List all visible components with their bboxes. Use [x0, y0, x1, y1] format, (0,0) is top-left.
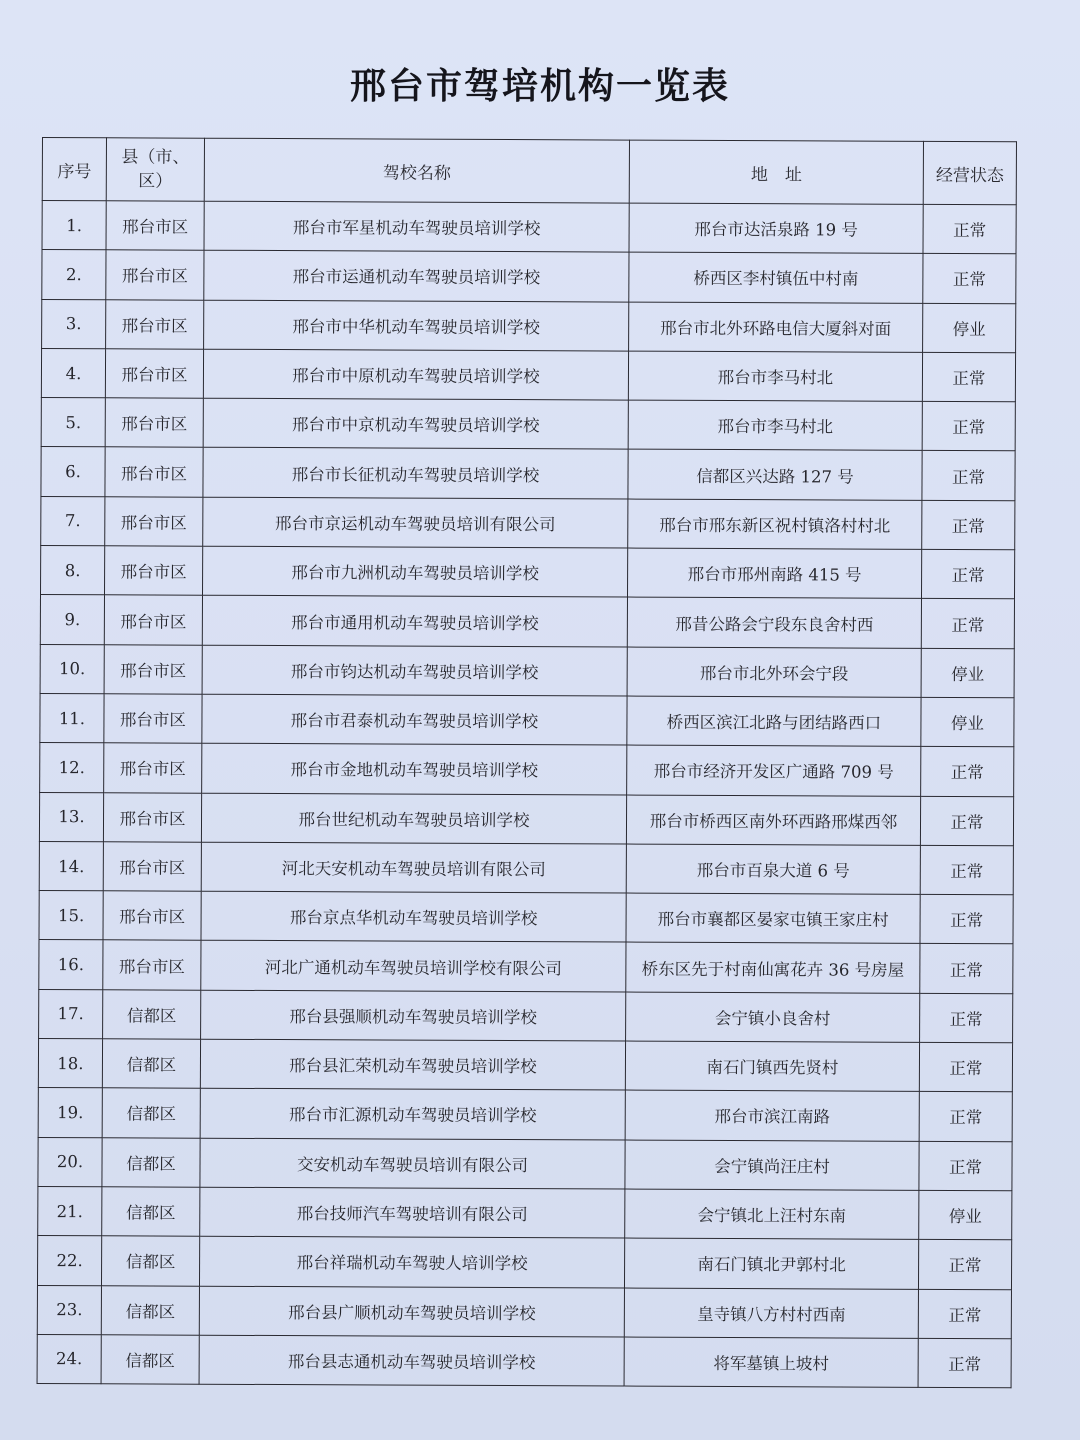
row-status: 正常 [920, 894, 1013, 944]
row-school-name: 邢台市京运机动车驾驶员培训有限公司 [203, 497, 628, 548]
row-address: 邢台市邢州南路 415 号 [627, 548, 921, 599]
row-county: 邢台市区 [103, 940, 201, 990]
row-number: 12. [40, 743, 104, 793]
row-county: 信都区 [102, 1187, 200, 1237]
row-school-name: 河北广通机动车驾驶员培训学校有限公司 [201, 941, 626, 992]
row-number: 24. [37, 1334, 101, 1384]
row-number: 16. [39, 940, 103, 990]
row-address: 信都区兴达路 127 号 [628, 450, 922, 501]
header-status: 经营状态 [923, 141, 1016, 204]
row-status: 正常 [918, 1289, 1011, 1339]
row-number: 14. [39, 841, 103, 891]
row-county: 邢台市区 [105, 349, 203, 399]
row-status: 正常 [919, 1042, 1012, 1092]
table-row [38, 1137, 1012, 1191]
row-status: 正常 [922, 352, 1015, 402]
row-status: 正常 [922, 451, 1015, 501]
table-row [42, 299, 1016, 353]
row-county: 邢台市区 [103, 891, 201, 941]
row-status: 正常 [918, 1240, 1011, 1290]
row-status: 正常 [923, 204, 1016, 254]
table-row [40, 644, 1014, 698]
row-school-name: 邢台技师汽车驾驶培训有限公司 [200, 1187, 625, 1238]
row-school-name: 河北天安机动车驾驶员培训有限公司 [201, 842, 626, 893]
row-school-name: 邢台市通用机动车驾驶员培训学校 [202, 596, 627, 647]
row-school-name: 邢台市中华机动车驾驶员培训学校 [204, 300, 629, 351]
row-county: 信都区 [102, 1137, 200, 1187]
row-school-name: 邢台市军星机动车驾驶员培训学校 [204, 201, 629, 252]
row-school-name: 邢台市运通机动车驾驶员培训学校 [204, 251, 629, 302]
row-school-name: 邢台市中京机动车驾驶员培训学校 [203, 398, 628, 449]
row-school-name: 邢台县汇荣机动车驾驶员培训学校 [200, 1039, 625, 1090]
row-address: 桥西区滨江北路与团结路西口 [627, 696, 921, 747]
row-number: 3. [42, 299, 106, 349]
row-status: 正常 [920, 845, 1013, 895]
row-status: 正常 [920, 944, 1013, 994]
table-row [39, 891, 1013, 945]
row-school-name: 邢台市君泰机动车驾驶员培训学校 [202, 694, 627, 745]
row-address: 南石门镇北尹郭村北 [624, 1238, 918, 1289]
row-county: 邢台市区 [106, 201, 204, 251]
table-row [41, 496, 1015, 550]
table-row [40, 693, 1014, 747]
row-school-name: 邢台祥瑞机动车驾驶人培训学校 [199, 1236, 624, 1287]
row-address: 邢台市李马村北 [628, 351, 922, 402]
header-no: 序号 [42, 138, 106, 201]
row-county: 信都区 [101, 1335, 199, 1385]
row-number: 21. [38, 1186, 102, 1236]
table-row [39, 940, 1013, 994]
row-number: 4. [41, 348, 105, 398]
row-status: 正常 [921, 549, 1014, 599]
table-row [39, 841, 1013, 895]
row-county: 邢台市区 [104, 595, 202, 645]
row-address: 邢台市滨江南路 [625, 1090, 919, 1141]
row-number: 15. [39, 891, 103, 941]
table-header-row [42, 138, 1016, 205]
row-school-name: 邢台县志通机动车驾驶员培训学校 [199, 1335, 624, 1386]
row-number: 6. [41, 447, 105, 497]
row-school-name: 邢台市汇源机动车驾驶员培训学校 [200, 1089, 625, 1140]
row-status: 停业 [923, 303, 1016, 353]
row-status: 正常 [921, 599, 1014, 649]
row-status: 正常 [919, 1092, 1012, 1142]
row-school-name: 邢台市九洲机动车驾驶员培训学校 [203, 546, 628, 597]
row-address: 邢台市达活泉路 19 号 [629, 203, 923, 254]
row-address: 桥西区李村镇伍中村南 [629, 252, 923, 303]
row-county: 邢台市区 [106, 299, 204, 349]
row-county: 邢台市区 [103, 792, 201, 842]
row-county: 信都区 [101, 1236, 199, 1286]
row-school-name: 邢台市长征机动车驾驶员培训学校 [203, 448, 628, 499]
page-title: 邢台市驾培机构一览表 [349, 66, 730, 107]
row-number: 11. [40, 693, 104, 743]
table-row [39, 792, 1013, 846]
row-county: 邢台市区 [105, 546, 203, 596]
row-address: 邢台市李马村北 [628, 400, 922, 451]
row-address: 邢台市百泉大道 6 号 [626, 844, 920, 895]
table-row [41, 447, 1015, 501]
row-address: 邢台市桥西区南外环西路邢煤西邻 [626, 795, 920, 846]
row-county: 邢台市区 [106, 250, 204, 300]
row-status: 正常 [919, 1141, 1012, 1191]
row-county: 信都区 [103, 990, 201, 1040]
row-number: 13. [39, 792, 103, 842]
row-number: 2. [42, 250, 106, 300]
row-county: 邢台市区 [104, 743, 202, 793]
row-address: 会宁镇尚汪庄村 [625, 1140, 919, 1191]
row-status: 停业 [921, 697, 1014, 747]
row-number: 22. [37, 1236, 101, 1286]
table-row [38, 1039, 1012, 1093]
table-body [37, 201, 1016, 1388]
row-number: 18. [38, 1039, 102, 1089]
header-county: 县（市、区） [106, 138, 204, 201]
row-address: 邢台市经济开发区广通路 709 号 [627, 745, 921, 796]
row-school-name: 邢台县强顺机动车驾驶员培训学校 [201, 990, 626, 1041]
row-status: 正常 [920, 993, 1013, 1043]
row-address: 邢台市邢东新区祝村镇洛村村北 [628, 499, 922, 550]
row-number: 1. [42, 201, 106, 251]
table-row [40, 743, 1014, 797]
table-row [38, 1088, 1012, 1142]
row-status: 正常 [918, 1338, 1011, 1388]
row-school-name: 邢台京点华机动车驾驶员培训学校 [201, 891, 626, 942]
row-address: 会宁镇北上汪村东南 [625, 1189, 919, 1240]
row-address: 南石门镇西先贤村 [625, 1041, 919, 1092]
row-school-name: 邢台市金地机动车驾驶员培训学校 [202, 743, 627, 794]
row-number: 8. [41, 546, 105, 596]
row-number: 9. [40, 595, 104, 645]
row-county: 信都区 [101, 1285, 199, 1335]
row-address: 邢台市襄都区晏家屯镇王家庄村 [626, 893, 920, 944]
row-number: 5. [41, 398, 105, 448]
row-county: 信都区 [102, 1088, 200, 1138]
row-status: 正常 [923, 254, 1016, 304]
row-school-name: 邢台市钧达机动车驾驶员培训学校 [202, 645, 627, 696]
table-row [37, 1236, 1011, 1290]
row-school-name: 邢台市中原机动车驾驶员培训学校 [203, 349, 628, 400]
row-address: 邢昔公路会宁段东良舍村西 [627, 597, 921, 648]
row-number: 7. [41, 496, 105, 546]
row-school-name: 邢台世纪机动车驾驶员培训学校 [201, 793, 626, 844]
row-address: 皇寺镇八方村村西南 [624, 1288, 918, 1339]
table-row [41, 348, 1015, 402]
row-number: 23. [37, 1285, 101, 1335]
row-number: 20. [38, 1137, 102, 1187]
row-school-name: 交安机动车驾驶员培训有限公司 [200, 1138, 625, 1189]
row-status: 正常 [921, 747, 1014, 797]
table-row [38, 1186, 1012, 1240]
row-status: 正常 [922, 402, 1015, 452]
row-number: 19. [38, 1088, 102, 1138]
header-name: 驾校名称 [204, 138, 629, 203]
row-status: 停业 [921, 648, 1014, 698]
driving-school-table [37, 137, 1017, 1388]
table-row [37, 1334, 1011, 1388]
row-county: 邢台市区 [105, 398, 203, 448]
row-school-name: 邢台县广顺机动车驾驶员培训学校 [199, 1286, 624, 1337]
row-county: 邢台市区 [105, 447, 203, 497]
row-status: 正常 [922, 500, 1015, 550]
row-number: 17. [39, 989, 103, 1039]
row-address: 桥东区先于村南仙寓花卉 36 号房屋 [626, 943, 920, 994]
header-address: 地 址 [629, 140, 923, 204]
table-row [41, 546, 1015, 600]
row-address: 将军墓镇上坡村 [624, 1337, 918, 1388]
row-status: 正常 [920, 796, 1013, 846]
row-county: 邢台市区 [103, 842, 201, 892]
row-status: 停业 [919, 1190, 1012, 1240]
row-county: 信都区 [102, 1039, 200, 1089]
row-address: 会宁镇小良舍村 [626, 992, 920, 1043]
table-row [42, 201, 1016, 255]
table-row [37, 1285, 1011, 1339]
table-row [39, 989, 1013, 1043]
row-county: 邢台市区 [104, 694, 202, 744]
row-county: 邢台市区 [104, 644, 202, 694]
row-address: 邢台市北外环会宁段 [627, 647, 921, 698]
row-number: 10. [40, 644, 104, 694]
table-row [42, 250, 1016, 304]
row-county: 邢台市区 [105, 497, 203, 547]
table-row [40, 595, 1014, 649]
table-row [41, 398, 1015, 452]
row-address: 邢台市北外环路电信大厦斜对面 [629, 302, 923, 353]
